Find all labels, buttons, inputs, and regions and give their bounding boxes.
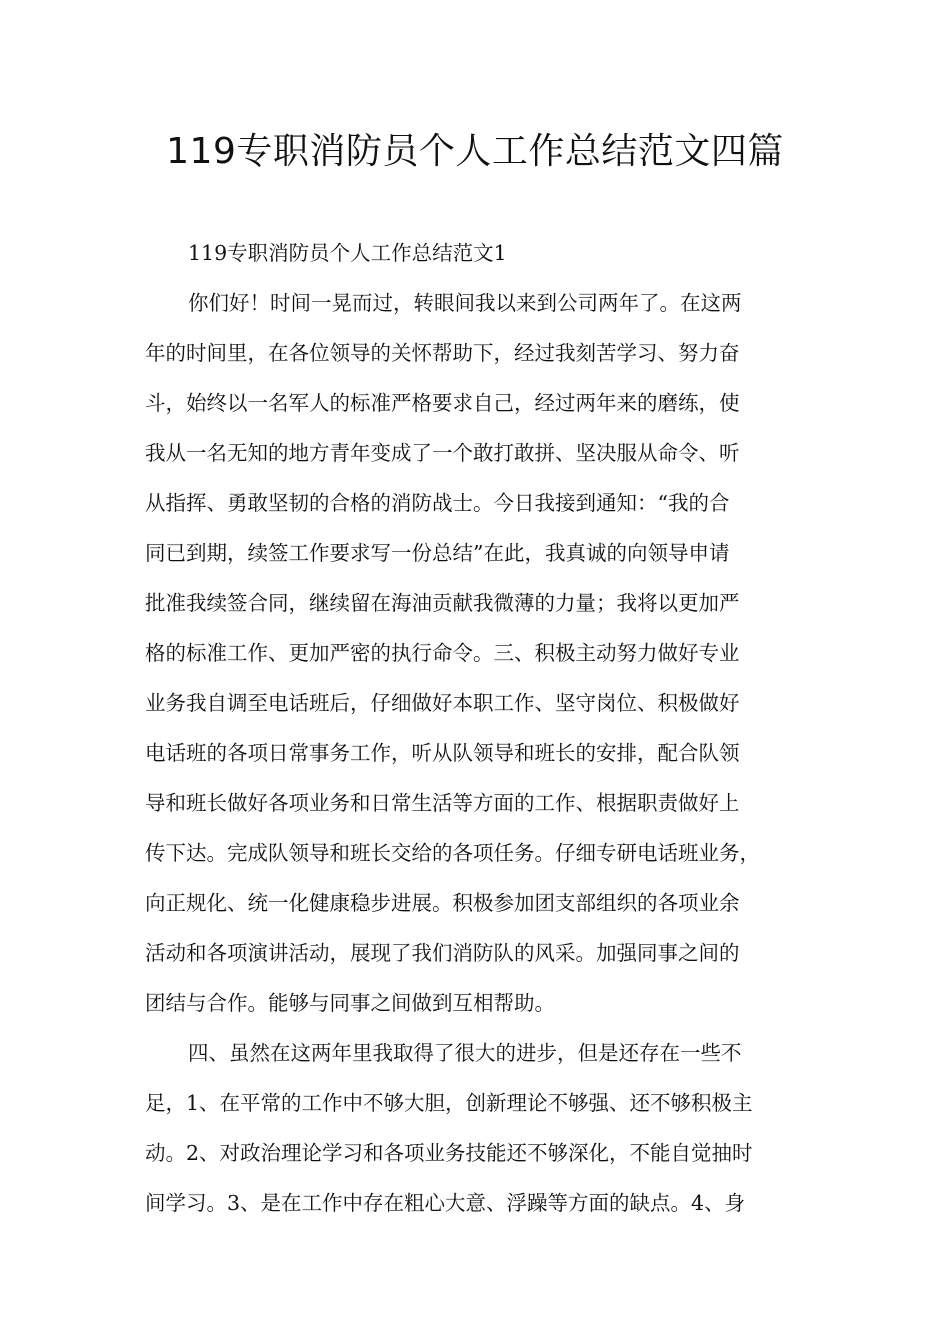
paragraph-line: 间学习。3、是在工作中存在粗心大意、浮躁等方面的缺点。4、身 <box>145 1191 746 1215</box>
paragraph-line: 同已到期，续签工作要求写一份总结”在此，我真诚的向领导申请 <box>145 541 730 565</box>
paragraph-line: 你们好！时间一晃而过，转眼间我以来到公司两年了。在这两 <box>188 291 742 315</box>
paragraph-line: 四、虽然在这两年里我取得了很大的进步，但是还存在一些不 <box>188 1041 742 1065</box>
paragraph-line: 足，1、在平常的工作中不够大胆，创新理论不够强、还不够积极主 <box>145 1091 753 1115</box>
paragraph-line: 年的时间里，在各位领导的关怀帮助下，经过我刻苦学习、努力奋 <box>145 341 740 365</box>
document-title: 119专职消防员个人工作总结范文四篇 <box>166 131 784 172</box>
paragraph-line: 从指挥、勇敢坚韧的合格的消防战士。今日我接到通知：“我的合 <box>145 491 730 515</box>
paragraph-line: 斗，始终以一名军人的标准严格要求自己，经过两年来的磨练，使 <box>145 391 740 415</box>
paragraph-line: 批准我续签合同，继续留在海油贡献我微薄的力量；我将以更加严 <box>145 591 740 615</box>
paragraph-line: 导和班长做好各项业务和日常生活等方面的工作、根据职责做好上 <box>145 791 740 815</box>
section-heading: 119专职消防员个人工作总结范文1 <box>188 241 507 265</box>
paragraph-line: 格的标准工作、更加严密的执行命令。三、积极主动努力做好专业 <box>145 641 740 665</box>
paragraph-line: 传下达。完成队领导和班长交给的各项任务。仔细专研电话班业务， <box>145 841 760 865</box>
paragraph-line: 向正规化、统一化健康稳步进展。积极参加团支部组织的各项业余 <box>145 891 740 915</box>
paragraph-line: 电话班的各项日常事务工作，听从队领导和班长的安排，配合队领 <box>145 741 740 765</box>
paragraph-line: 活动和各项演讲活动，展现了我们消防队的风采。加强同事之间的 <box>145 941 740 965</box>
paragraph-line: 我从一名无知的地方青年变成了一个敢打敢拼、坚决服从命令、听 <box>145 441 740 465</box>
paragraph-line: 团结与合作。能够与同事之间做到互相帮助。 <box>145 991 555 1015</box>
paragraph-line: 业务我自调至电话班后，仔细做好本职工作、坚守岗位、积极做好 <box>145 691 740 715</box>
paragraph-line: 动。2、对政治理论学习和各项业务技能还不够深化，不能自觉抽时 <box>145 1141 753 1165</box>
document-body <box>145 228 815 1228</box>
